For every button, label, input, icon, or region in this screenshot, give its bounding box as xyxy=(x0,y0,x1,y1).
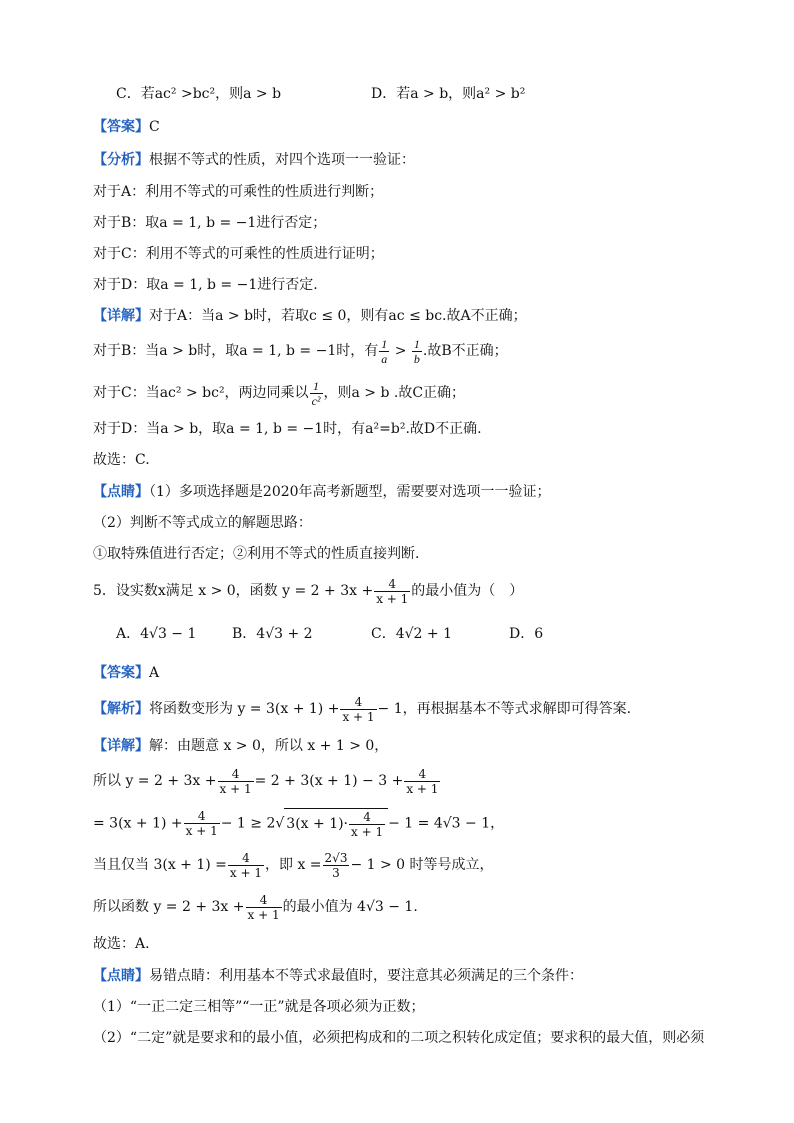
expr-part-1: 所以 y = 2 + 3x + xyxy=(93,773,217,789)
detail-tag: 【详解】 xyxy=(93,308,149,324)
question-5-tail: 的最小值为（ ） xyxy=(411,583,524,599)
expr-part-6: 当且仅当 3(x + 1) = xyxy=(93,857,227,873)
tip-2-line-3: （2）“二定”就是要求和的最小值，必须把构成和的二项之积转化成定值；要求积的最大值，则必须 xyxy=(93,1030,705,1046)
expr-part-10: 的最小值为 4√3 − 1. xyxy=(282,899,418,915)
expr-part-5: − 1 = 4√3 − 1， xyxy=(388,815,505,832)
detail-2-line-4 xyxy=(93,850,494,880)
expr-part-7: ，即 x = xyxy=(265,857,322,873)
detail-2-line-3 xyxy=(93,808,504,839)
option-d: D．6 xyxy=(509,626,544,642)
detail-b-text: 对于B：当a > b时，取a = 1, b = −1时，有 xyxy=(93,343,379,359)
choose-a: 故选：A. xyxy=(93,936,150,952)
fraction-4-over-x1-f: $\frac{4}{x + 1}$ xyxy=(351,809,384,839)
fraction-4-over-x1-d: $\frac{4}{x + 1}$ xyxy=(406,766,439,796)
analysis-text: 根据不等式的性质，对四个选项一一验证： xyxy=(149,152,415,168)
solution-text-b: − 1，再根据基本不等式求解即可得答案. xyxy=(377,701,632,717)
fraction-2root3-over-3: $\frac{2√3}{3}$ xyxy=(324,850,348,880)
detail-c xyxy=(93,378,465,408)
detail-2-line-5 xyxy=(93,892,418,922)
detail-2-line-2 xyxy=(93,766,441,796)
fraction-4-over-x1-h: $\frac{4}{x + 1}$ xyxy=(247,892,280,922)
tip-2-text: 易错点睛：利用基本不等式求最值时，要注意其必须满足的三个条件： xyxy=(149,968,583,984)
tip-tag: 【点睛】 xyxy=(93,484,149,500)
fraction-4-over-x1-g: $\frac{4}{x + 1}$ xyxy=(229,850,262,880)
tip-text-1: （1）多项选择题是2020年高考新题型，需要要对选项一一验证； xyxy=(149,484,551,500)
sqrt-sign: √ xyxy=(275,815,285,832)
tip-line-3: ①取特殊值进行否定；②利用不等式的性质直接判断. xyxy=(93,546,420,562)
fraction-1-over-b: $\frac{1}{b}$ xyxy=(413,336,420,366)
detail-b-tail: .故B不正确； xyxy=(422,343,508,359)
analysis-line xyxy=(93,150,415,170)
expr-part-2: = 2 + 3(x + 1) − 3 + xyxy=(254,773,404,789)
fraction-4-over-x1-c: $\frac{4}{x + 1}$ xyxy=(219,766,252,796)
analysis-c: 对于C：利用不等式的可乘性的性质进行证明； xyxy=(93,246,384,262)
solution-line xyxy=(93,694,631,724)
detail-tag-2: 【详解】 xyxy=(93,738,149,754)
detail-line-1 xyxy=(93,306,527,326)
tip-2-line-2: （1）“一正二定三相等”“一正”就是各项必须为正数； xyxy=(93,999,425,1015)
analysis-a: 对于A：利用不等式的可乘性的性质进行判断； xyxy=(93,184,384,200)
analysis-tag: 【分析】 xyxy=(93,152,149,168)
detail-2-line-1 xyxy=(93,736,388,756)
question-5 xyxy=(93,576,523,606)
detail-d: 对于D：当a > b，取a = 1, b = −1时，有a²=b².故D不正确. xyxy=(93,421,482,437)
question-5-text: 5．设实数x满足 x > 0，函数 y = 2 + 3x + xyxy=(93,583,374,599)
tip-line-2: （2）判断不等式成立的解题思路： xyxy=(93,515,312,531)
solution-tag: 【解析】 xyxy=(93,701,149,717)
choose-c: 故选：C. xyxy=(93,452,150,468)
fraction-4-over-x1-b: $\frac{4}{x + 1}$ xyxy=(342,694,375,724)
fraction-4-over-x1: $\frac{4}{x + 1}$ xyxy=(376,576,409,606)
option-c-prev: C．若ac² >bc²，则a > b xyxy=(116,86,282,102)
analysis-b: 对于B：取a = 1, b = −1进行否定； xyxy=(93,215,327,231)
detail-b: 对于B：当a > b时，取a = 1, b = −1时，有 $\frac{1}{a}$ > $\frac{1}{b}$ .故B不正确； xyxy=(93,336,508,366)
detail-c-text: 对于C：当ac² > bc²，两边同乘以 xyxy=(93,385,309,401)
fraction-4-over-x1-e: $\frac{4}{x + 1}$ xyxy=(185,809,218,838)
expr-part-4: − 1 ≥ 2 xyxy=(220,815,276,832)
detail-2-text: 解：由题意 x > 0，所以 x + 1 > 0， xyxy=(149,738,389,754)
tip-2-line-1 xyxy=(93,966,583,986)
answer-tag-2: 【答案】 xyxy=(93,665,149,681)
option-d-prev: D．若a > b，则a² > b² xyxy=(371,86,526,102)
answer-tag: 【答案】 xyxy=(93,119,149,135)
expr-part-8: − 1 > 0 时等号成立， xyxy=(350,857,494,873)
analysis-d: 对于D：取a = 1, b = −1进行否定. xyxy=(93,277,318,293)
detail-c-tail: ，则a > b .故C正确； xyxy=(323,385,466,401)
answer-line-2 xyxy=(93,663,159,683)
answer-line-1 xyxy=(93,117,160,137)
fraction-1-over-c2: $\frac{1}{\text{c²}}$ xyxy=(311,378,321,408)
solution-text-a: 将函数变形为 y = 3(x + 1) + xyxy=(149,701,340,717)
option-a: A．4√3 − 1 xyxy=(116,626,197,642)
answer-text-2: A xyxy=(149,665,160,681)
expr-part-3: = 3(x + 1) + xyxy=(93,815,183,832)
option-c: C．4√2 + 1 xyxy=(371,626,452,642)
tip-line-1 xyxy=(93,482,551,502)
tip-tag-2: 【点睛】 xyxy=(93,968,149,984)
expr-part-9: 所以函数 y = 2 + 3x + xyxy=(93,899,245,915)
answer-text: C xyxy=(149,119,160,135)
sqrt-radicand: 3(x + 1)· $\frac{4}{x + 1}$ xyxy=(284,808,388,839)
option-b: B．4√3 + 2 xyxy=(232,626,313,642)
fraction-1-over-a: $\frac{1}{a}$ xyxy=(381,336,388,366)
detail-text-a: 对于A：当a > b时，若取c ≤ 0，则有ac ≤ bc.故A不正确； xyxy=(149,308,527,324)
